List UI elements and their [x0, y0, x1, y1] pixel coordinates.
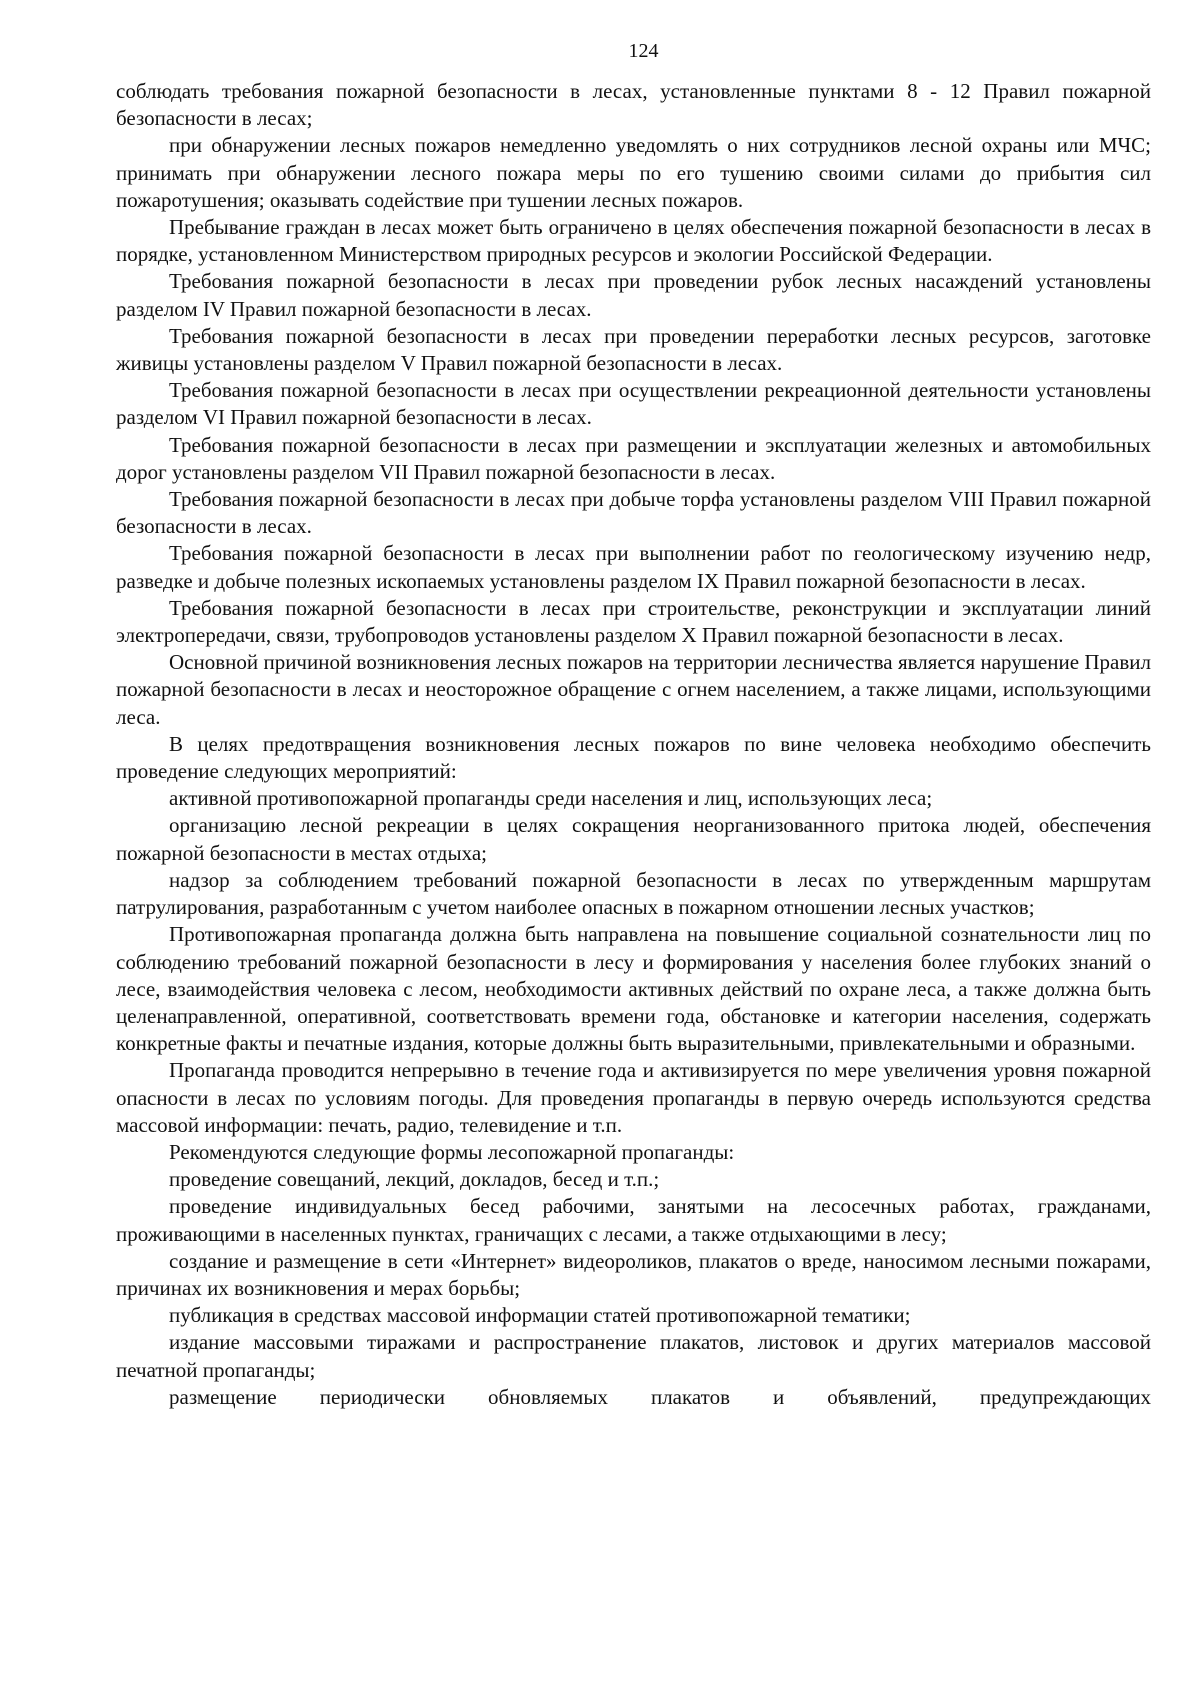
list-item: издание массовыми тиражами и распространение плакатов, листовок и других материалов массовой печатной пропаганды; [116, 1330, 1151, 1382]
list-item: активной противопожарной пропаганды среди населения и лиц, использующих леса; [169, 786, 933, 811]
paragraph: Требования пожарной безопасности в лесах при проведении рубок лесных насаждений установлены разделом IV Правил пожарной безопасности в лесах. [116, 269, 1151, 321]
page-number: 124 [628, 40, 659, 62]
paragraph: Пребывание граждан в лесах может быть ограничено в целях обеспечения пожарной безопасности в лесах в порядке, установленном Министерством природных ресурсов и экологии Российской Федерации. [116, 215, 1151, 267]
paragraph: Требования пожарной безопасности в лесах при проведении переработки лесных ресурсов, заготовке живицы установлены разделом V Правил пожарной безопасности в лесах. [116, 323, 1151, 376]
paragraph: Основной причиной возникновения лесных пожаров на территории лесничества является нарушение Правил пожарной безопасности в лесах и неосторожное обращение с огнем населением, а также лицами, использующими леса. [116, 650, 1151, 729]
paragraph: Рекомендуются следующие формы лесопожарной пропаганды: [169, 1139, 735, 1164]
paragraph: Требования пожарной безопасности в лесах при размещении и эксплуатации железных и автомобильных дорог установлены разделом VII Правил пожарной безопасности в лесах. [116, 432, 1151, 484]
paragraph: В целях предотвращения возникновения лесных пожаров по вине человека необходимо обеспечить проведение следующих мероприятий: [116, 731, 1151, 784]
list-item: проведение совещаний, лекций, докладов, бесед и т.п.; [169, 1167, 660, 1192]
paragraph: Требования пожарной безопасности в лесах при строительстве, реконструкции и эксплуатации линий электропередачи, связи, трубопроводов установлены разделом X Правил пожарной безопасности в лесах. [116, 595, 1151, 648]
paragraph: Пропаганда проводится непрерывно в течение года и активизируется по мере увеличения уровня пожарной опасности в лесах по условиям погоды. Для проведения пропаганды в первую очередь используются средства массовой информации: печать, радио, телевидение и т.п. [116, 1058, 1151, 1137]
list-item: надзор за соблюдением требований пожарной безопасности в лесах по утвержденным маршрутам патрулирования, разработанным с учетом наиболее опасных в пожарном отношении лесных участков; [116, 867, 1151, 920]
list-item: публикация в средствах массовой информации статей противопожарной тематики; [169, 1303, 911, 1328]
list-item: размещение периодически обновляемых плакатов и объявлений, предупреждающих [169, 1384, 1151, 1409]
paragraph: соблюдать требования пожарной безопасности в лесах, установленные пунктами 8 - 12 Правил пожарной безопасности в лесах; [116, 79, 1151, 131]
paragraph: Требования пожарной безопасности в лесах при осуществлении рекреационной деятельности установлены разделом VI Правил пожарной безопасности в лесах. [116, 378, 1151, 430]
list-item: организацию лесной рекреации в целях сокращения неорганизованного притока людей, обеспечения пожарной безопасности в местах отдыха; [116, 813, 1151, 865]
paragraph: Противопожарная пропаганда должна быть направлена на повышение социальной сознательности лиц по соблюдению требований пожарной безопасности в лесу и формирования у населения более глубоких знаний о лесе, взаимодействия человека с лесом, необходимости активных действий по охране леса, а также должна быть целенаправленной, оперативной, соответствовать времени года, обстановке и категории населения, содержать конкретные факты и печатные издания, которые должны быть выразительными, привлекательными и образными. [116, 922, 1151, 1056]
paragraph: Требования пожарной безопасности в лесах при добыче торфа установлены разделом VIII Правил пожарной безопасности в лесах. [116, 487, 1151, 539]
paragraph: Требования пожарной безопасности в лесах при выполнении работ по геологическому изучению недр, разведке и добыче полезных ископаемых установлены разделом IX Правил пожарной безопасности в лесах. [116, 541, 1151, 593]
list-item: создание и размещение в сети «Интернет» видеороликов, плакатов о вреде, наносимом лесными пожарами, причинах их возникновения и мерах борьбы; [116, 1248, 1151, 1300]
paragraph: при обнаружении лесных пожаров немедленно уведомлять о них сотрудников лесной охраны или МЧС; принимать при обнаружении лесного пожара меры по его тушению своими силами до прибытия сил пожаротушения; оказывать содействие при тушении лесных пожаров. [116, 133, 1151, 212]
list-item: проведение индивидуальных бесед рабочими, занятыми на лесосечных работах, гражданами, проживающими в населенных пунктах, граничащих с лесами, а также отдыхающими в лесу; [116, 1194, 1151, 1246]
